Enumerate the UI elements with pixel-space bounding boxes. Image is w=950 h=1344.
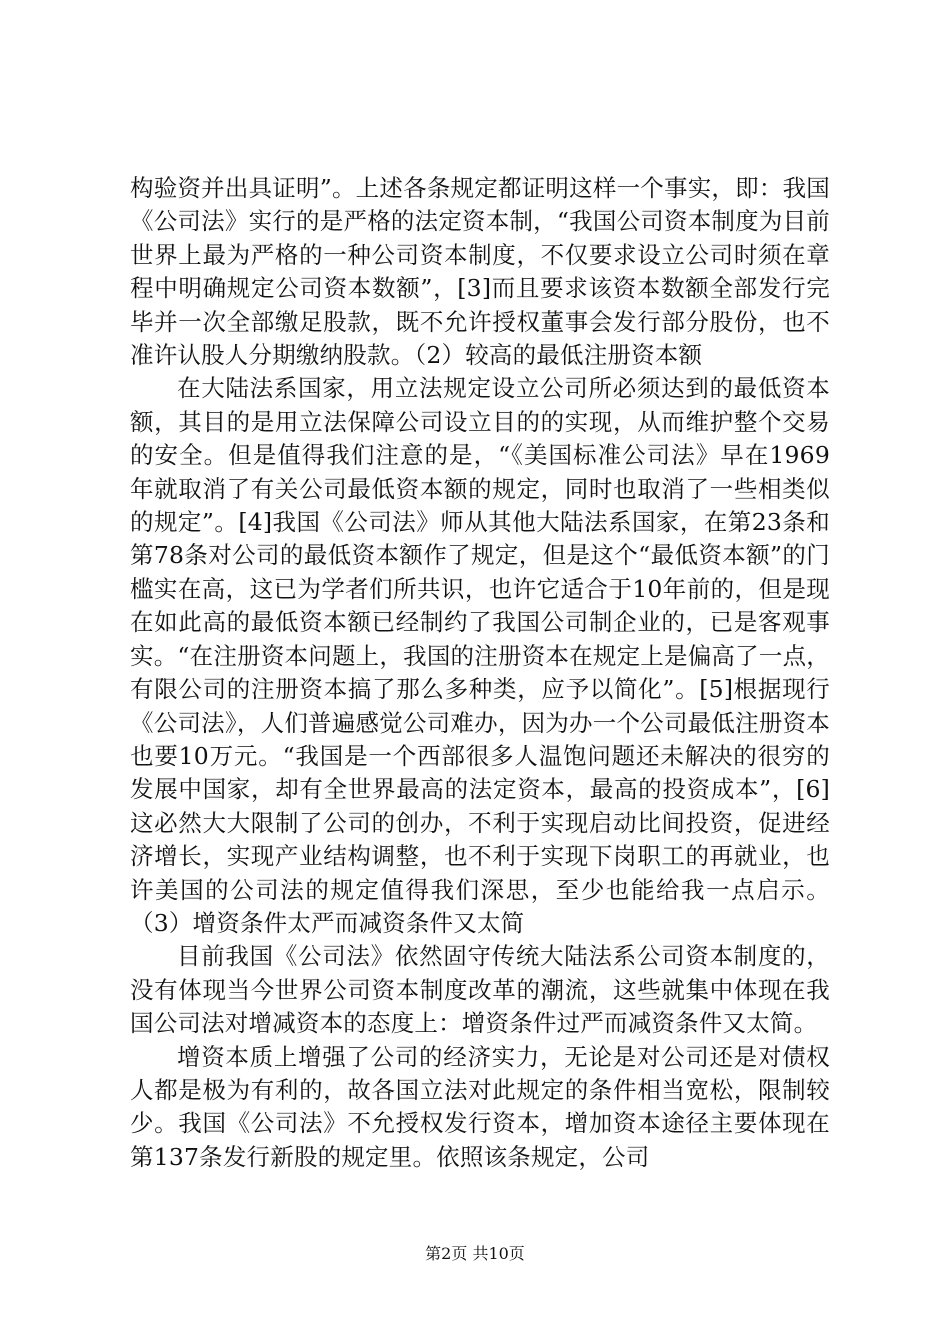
page-footer xyxy=(0,1244,950,1264)
paragraph-3: 目前我国《公司法》依然固守传统大陆法系公司资本制度的，没有体现当今世界公司资本制度改革的潮流，这些就集中体现在我国公司法对增减资本的态度上：增资条件过严而减资条件又太简。 xyxy=(130,942,830,1038)
document-body xyxy=(130,172,830,1174)
paragraph-1: 构验资并出具证明”。上述各条规定都证明这样一个事实，即：我国《公司法》实行的是严格的法定资本制，“我国公司资本制度为目前世界上最为严格的一种公司资本制度，不仅要求设立公司时须在章程中明确规定公司资本数额”，[3]而且要求该资本数额全部发行完毕并一次全部缴足股款，既不允许授权董事会发行部分股份，也不准许认股人分期缴纳股款。（2）较高的最低注册资本额 xyxy=(130,174,830,370)
paragraph-4: 增资本质上增强了公司的经济实力，无论是对公司还是对债权人都是极为有利的，故各国立法对此规定的条件相当宽松，限制较少。我国《公司法》不允授权发行资本，增加资本途径主要体现在第137条发行新股的规定里。依照该条规定，公司 xyxy=(130,1042,830,1171)
paragraph-2: 在大陆法系国家，用立法规定设立公司所必须达到的最低资本额，其目的是用立法保障公司设立目的的实现，从而维护整个交易的安全。但是值得我们注意的是，“《美国标准公司法》早在1969年就取消了有关公司最低资本额的规定，同时也取消了一些相类似的规定”。[4]我国《公司法》师从其他大陆法系国家，在第23条和第78条对公司的最低资本额作了规定，但是这个“最低资本额”的门槛实在高，这已为学者们所共识，也许它适合于10年前的，但是现在如此高的最低资本额已经制约了我国公司制企业的，已是客观事实。“在注册资本问题上，我国的注册资本在规定上是偏高了一点，有限公司的注册资本搞了那么多种类，应予以简化”。[5]根据现行《公司法》，人们普遍感觉公司难办，因为办一个公司最低注册资本也要10万元。“我国是一个西部很多人温饱问题还未解决的很穷的发展中国家，却有全世界最高的法定资本，最高的投资成本”，[6]这必然大大限制了公司的创办，不利于实现启动比间投资，促进经济增长，实现产业结构调整，也不利于实现下岗职工的再就业，也许美国的公司法的规定值得我们深思，至少也能给我一点启示。（3）增资条件太严而减资条件又太简 xyxy=(130,374,830,937)
page-number-label: 第2页 共10页 xyxy=(425,1244,525,1263)
